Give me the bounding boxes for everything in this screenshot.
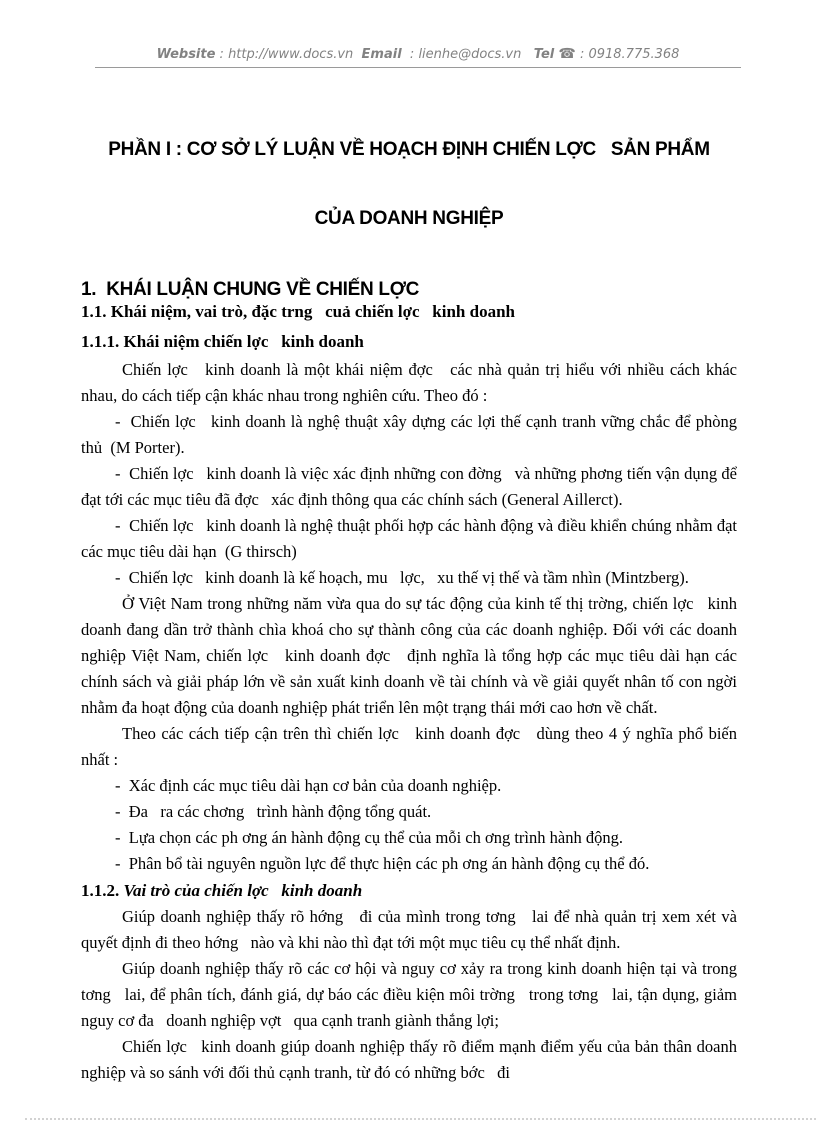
paragraph: Theo các cách tiếp cận trên thì chiến lợc kinh doanh đợc dùng theo 4 ý nghĩa phổ biến nhất : bbox=[81, 724, 742, 769]
list-item: - Lựa chọn các ph ơng án hành động cụ thể của mỗi ch ơng trình hành động. bbox=[115, 828, 623, 847]
tel-value: : 0918.775.368 bbox=[575, 47, 680, 62]
paragraph: Giúp doanh nghiệp thấy rõ các cơ hội và nguy cơ xảy ra trong kinh doanh hiện tại và trong tơng lai, để phân tích, đánh giá, dự báo các điều kiện môi trờng trong tơng lai, tận dụng, giảm nguy cơ đa doanh nghiệp vợt qua cạnh tranh giành thắng lợi; bbox=[81, 959, 742, 1030]
heading-1-1-2-number: 1.1.2. bbox=[81, 881, 120, 900]
document-title bbox=[81, 92, 737, 276]
title-line-1: PHẦN I : CƠ SỞ LÝ LUẬN VỀ HOẠCH ĐỊNH CHIẾN LỢC SẢN PHẨM bbox=[108, 139, 710, 160]
heading-1-1: 1.1. Khái niệm, vai trò, đặc trng cuả chiến lợc kinh doanh bbox=[81, 302, 515, 321]
website-label: Website bbox=[156, 47, 216, 62]
heading-1-1-2-text: Vai trò của chiến lợc kinh doanh bbox=[123, 881, 363, 900]
page-header bbox=[95, 46, 741, 68]
title-line-2: CỦA DOANH NGHIỆP bbox=[314, 208, 504, 229]
tel-label: Tel bbox=[533, 47, 555, 62]
dash-item: - Chiến lợc kinh doanh là nghệ thuật xây dựng các lợi thế cạnh tranh vững chắc để phòng thủ (M Porter). bbox=[81, 412, 742, 457]
email-label: Email bbox=[361, 47, 402, 62]
paragraph: Chiến lợc kinh doanh là một khái niệm đợc các nhà quản trị hiểu với nhiều cách khác nhau, do cách tiếp cận khác nhau trong nghiên cứu. Theo đó : bbox=[81, 360, 742, 405]
footer-dotted-line bbox=[25, 1118, 816, 1120]
list-item: - Đa ra các chơng trình hành động tổng quát. bbox=[115, 802, 432, 821]
dash-item: - Chiến lợc kinh doanh là kế hoạch, mu lợc, xu thế vị thế và tầm nhìn (Mintzberg). bbox=[115, 568, 689, 587]
dash-item: - Chiến lợc kinh doanh là nghệ thuật phối hợp các hành động và điều khiển chúng nhằm đạt các mục tiêu dài hạn (G thirsch) bbox=[81, 516, 742, 561]
paragraph: Chiến lợc kinh doanh giúp doanh nghiệp thấy rõ điểm mạnh điểm yếu của bản thân doanh nghiệp và so sánh với đối thủ cạnh tranh, từ đó có những bớc đi bbox=[81, 1037, 742, 1082]
list-item: - Phân bổ tài nguyên nguồn lực để thực hiện các ph ơng án hành động cụ thể đó. bbox=[115, 854, 650, 873]
paragraph: Ở Việt Nam trong những năm vừa qua do sự tác động của kinh tế thị trờng, chiến lợc kinh doanh đang dần trở thành chìa khoá cho sự thành công của các doanh nghiệp. Đối với các doanh nghiệp Việt Nam, chiến lợc kinh doanh đợc định nghĩa là tổng hợp các mục tiêu dài hạn các chính sách và giải pháp lớn về sản xuất kinh doanh về tài chính và về giải quyết nhân tố con ngời nhằm đa hoạt động của doanh nghiệp phát triển lên một trạng thái mới cao hơn về chất. bbox=[81, 594, 750, 717]
website-value: : http://www.docs.vn bbox=[215, 47, 362, 62]
heading-1-1-1: 1.1.1. Khái niệm chiến lợc kinh doanh bbox=[81, 332, 364, 351]
phone-icon: ☎ bbox=[558, 46, 576, 62]
paragraph: Giúp doanh nghiệp thấy rõ hớng đi của mình trong tơng lai để nhà quản trị xem xét và quyết định đi theo hớng nào và khi nào thì đạt tới một mục tiêu cụ thể nhất định. bbox=[81, 907, 742, 952]
document-body bbox=[81, 88, 750, 1086]
email-value: : lienhe@docs.vn bbox=[401, 47, 534, 62]
heading-1-1-2 bbox=[81, 878, 737, 904]
section-heading-1: 1. KHÁI LUẬN CHUNG VỀ CHIẾN LỢC bbox=[81, 279, 420, 300]
list-item: - Xác định các mục tiêu dài hạn cơ bản của doanh nghiệp. bbox=[115, 776, 502, 795]
dash-item: - Chiến lợc kinh doanh là việc xác định những con đờng và những phơng tiến vận dụng để đạt tới các mục tiêu đã đợc xác định thông qua các chính sách (General Aillerct). bbox=[81, 464, 742, 509]
